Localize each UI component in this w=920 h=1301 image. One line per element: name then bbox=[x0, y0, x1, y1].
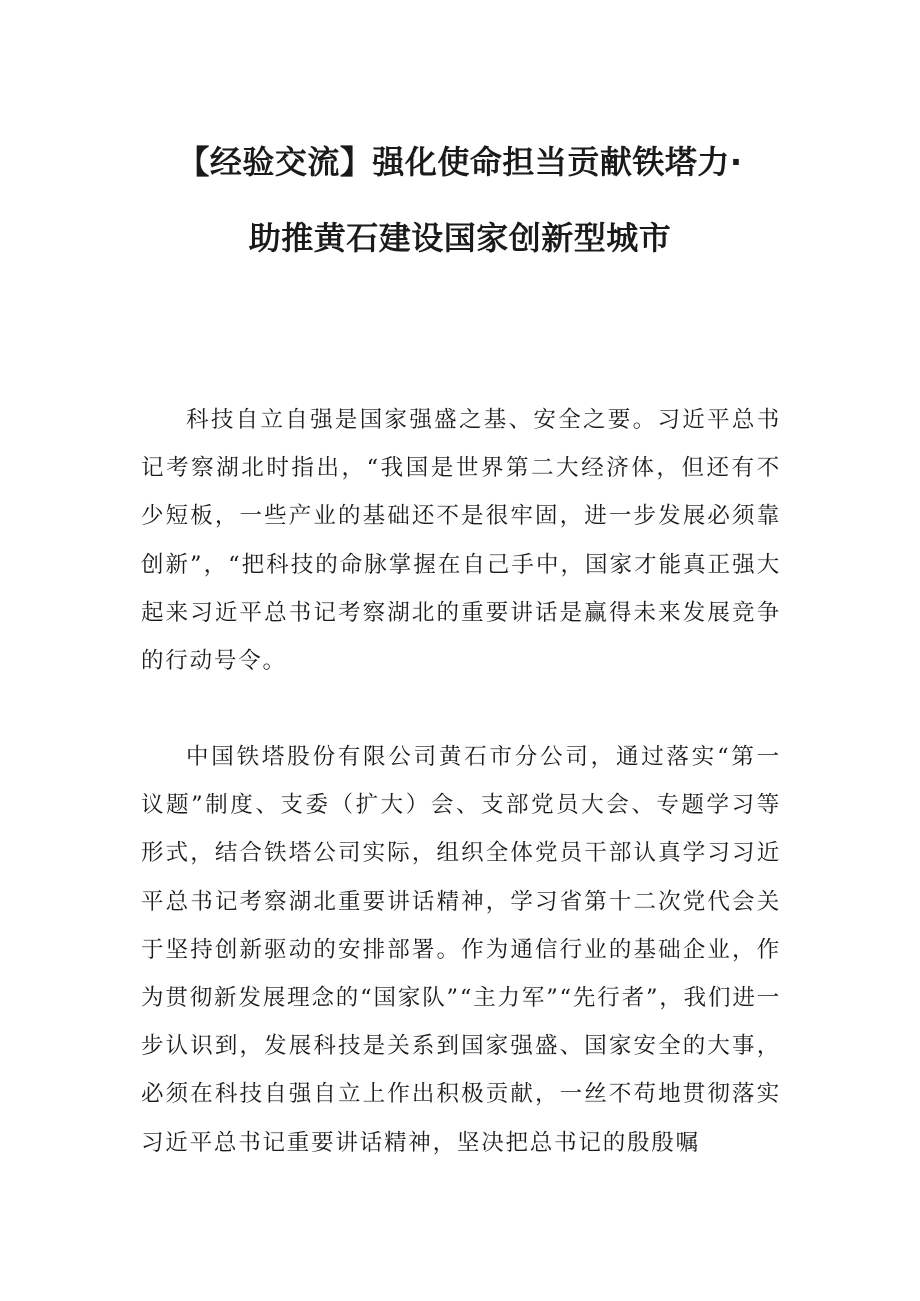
body-paragraph-1: 科技自立自强是国家强盛之基、安全之要。习近平总书记考察湖北时指出，“我国是世界第二大经济体，但还有不少短板，一些产业的基础还不是很牢固，进一步发展必须靠创新”，“把科技的命脉掌握在自己手中，国家才能真正强大起来习近平总书记考察湖北的重要讲话是赢得未来发展竞争的行动号令。 bbox=[141, 407, 781, 675]
document-title-line-2: 助推黄石建设国家创新型城市 bbox=[248, 219, 672, 257]
body-paragraph-2: 中国铁塔股份有限公司黄石市分公司，通过落实“第一议题”制度、支委（扩大）会、支部党员大会、专题学习等形式，结合铁塔公司实际，组织全体党员干部认真学习习近平总书记考察湖北重要讲话精神，学习省第十二次党代会关于坚持创新驱动的安排部署。作为通信行业的基础企业，作为贯彻新发展理念的“国家队”“主力军”“先行者”，我们进一步认识到，发展科技是关系到国家强盛、国家安全的大事，必须在科技自强自立上作出积极贡献，一丝不苟地贯彻落实习近平总书记重要讲话精神，坚决把总书记的殷殷嘱 bbox=[141, 744, 781, 1156]
document-title-line-1: 【经验交流】强化使命担当贡献铁塔力· bbox=[177, 143, 743, 181]
